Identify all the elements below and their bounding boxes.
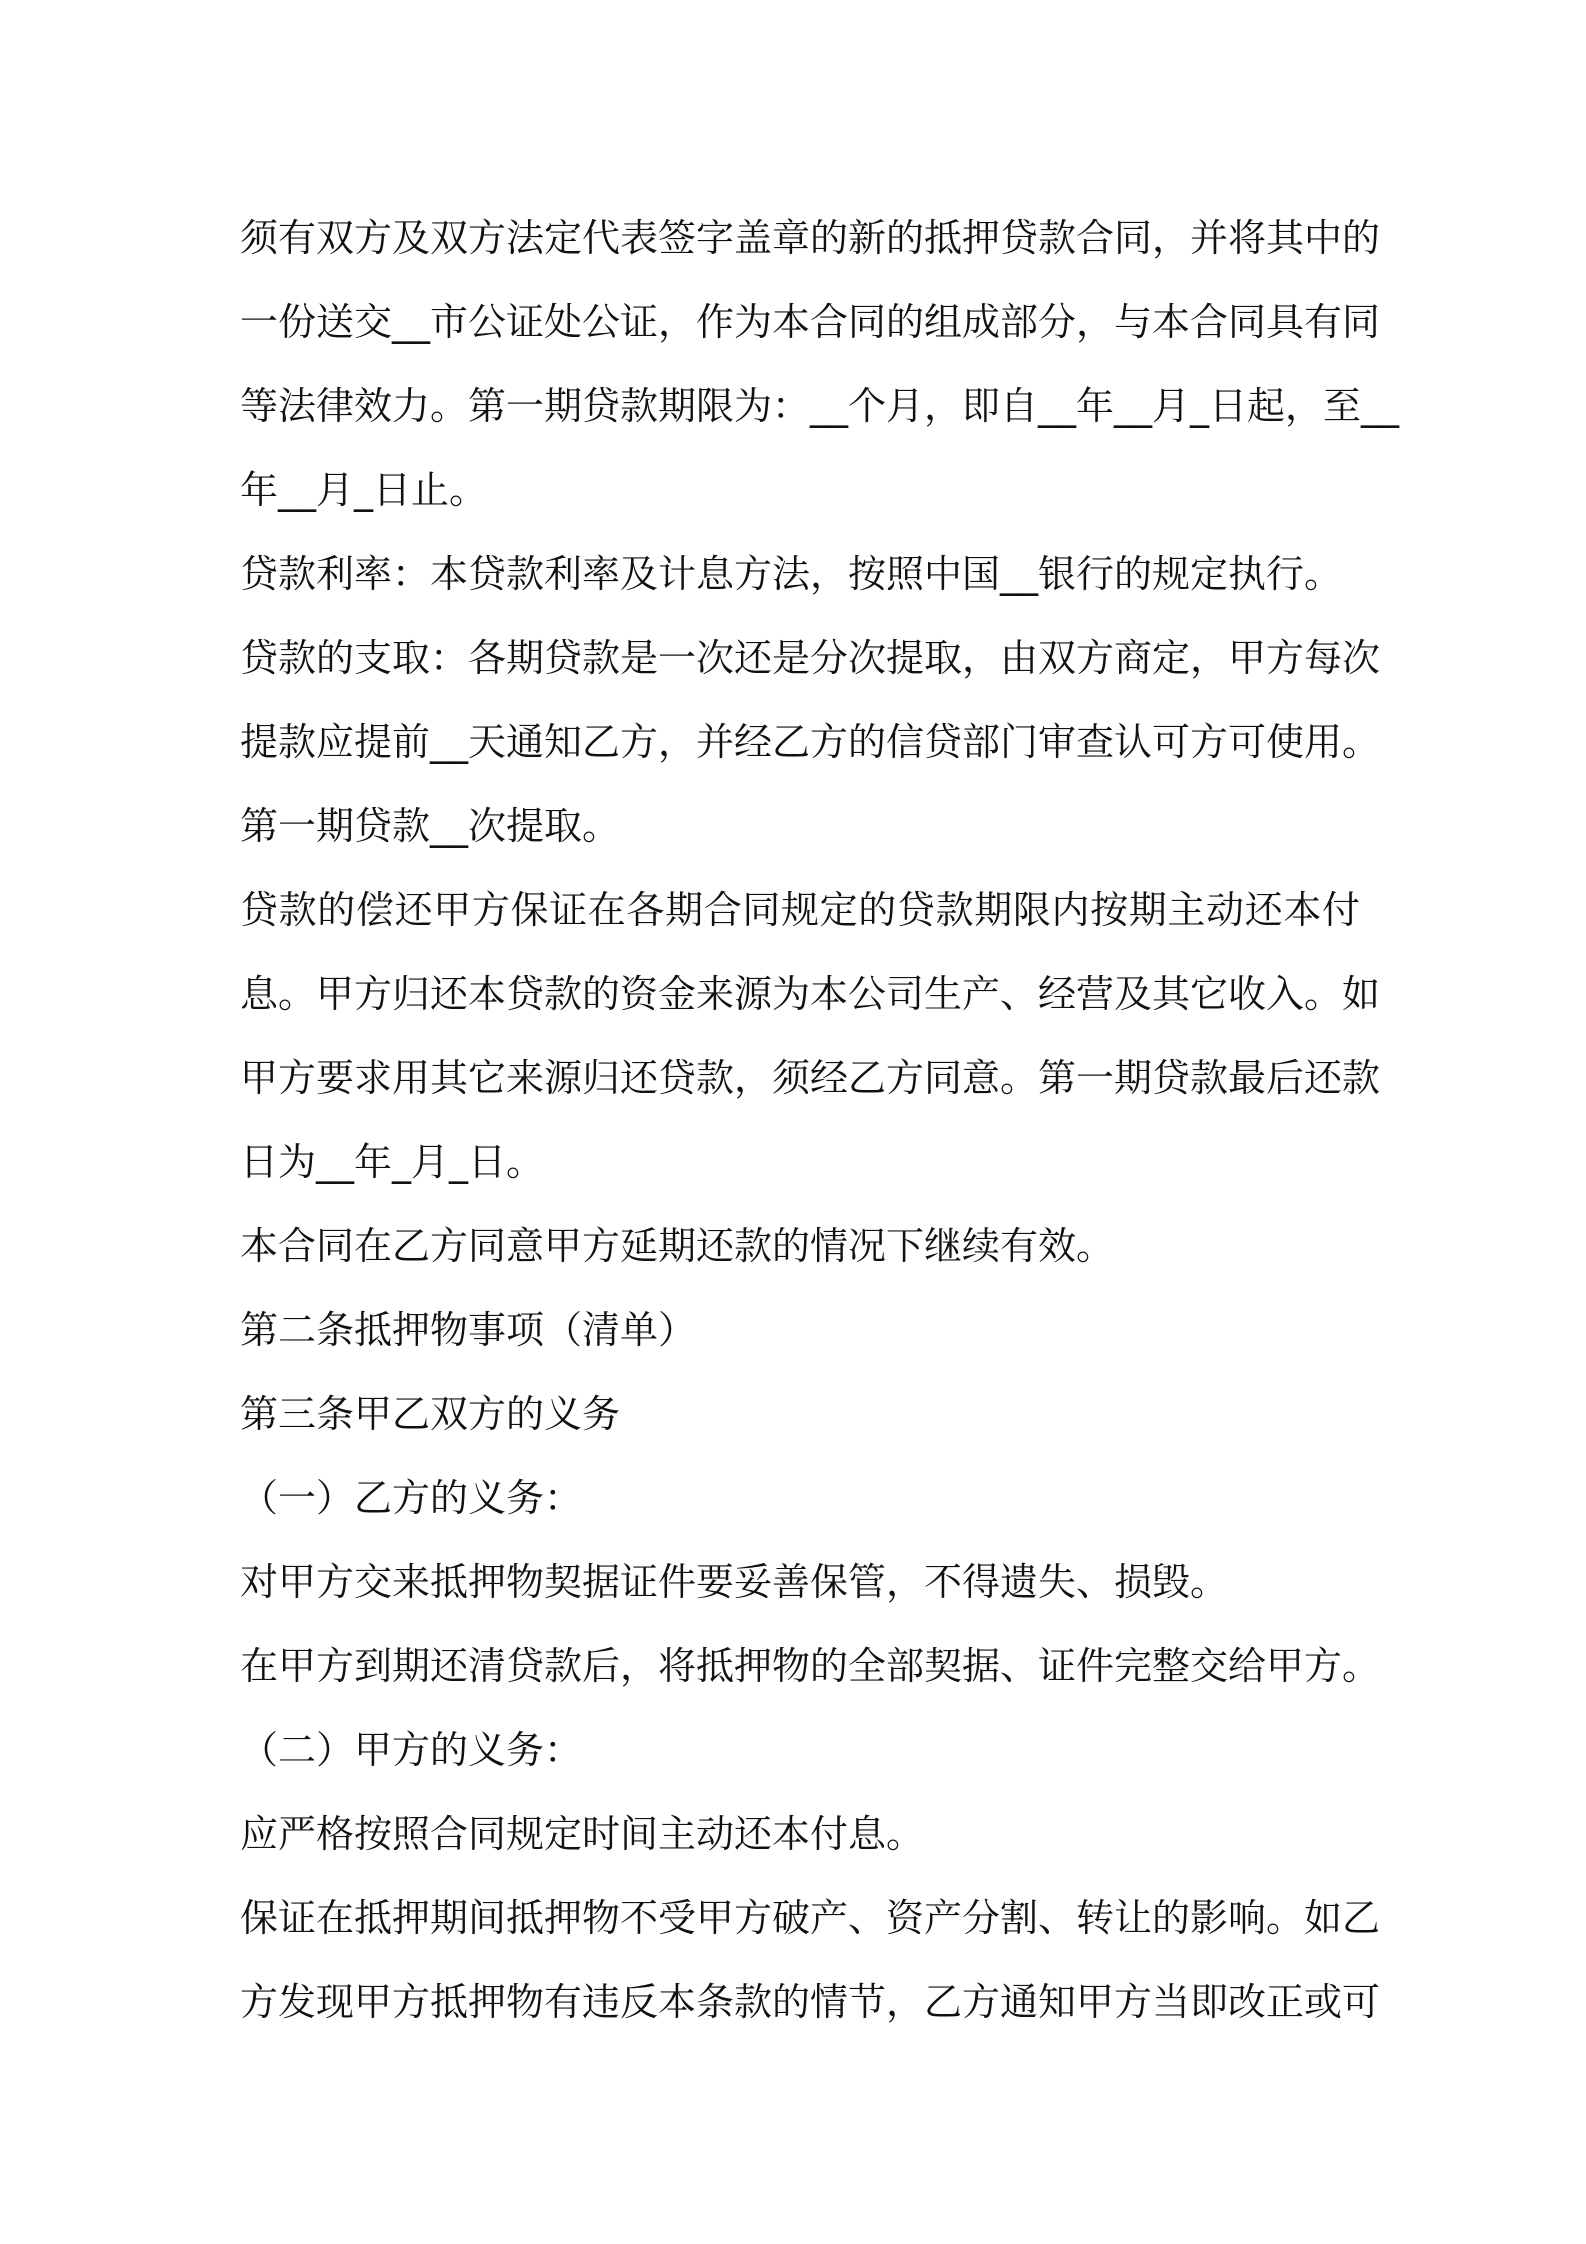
subsection-heading: （二）甲方的义务： [240,1728,583,1772]
text-line: 第一期贷款__次提取。 [240,804,621,848]
text-line: 等法律效力。第一期贷款期限为：__个月，即自__年__月_日起，至__ [240,384,1400,428]
text-line: 本合同在乙方同意甲方延期还款的情况下继续有效。 [240,1224,1115,1268]
text-line: 贷款的偿还甲方保证在各期合同规定的贷款期限内按期主动还本付 [240,888,1360,932]
text-line: 贷款利率：本贷款利率及计息方法，按照中国__银行的规定执行。 [240,552,1343,596]
text-line: 甲方要求用其它来源归还贷款，须经乙方同意。第一期贷款最后还款 [240,1056,1381,1100]
text-line: 须有双方及双方法定代表签字盖章的新的抵押贷款合同，并将其中的 [240,216,1381,260]
text-line: 在甲方到期还清贷款后，将抵押物的全部契据、证件完整交给甲方。 [240,1644,1381,1688]
section-heading: 第三条甲乙双方的义务 [240,1392,621,1436]
text-line: 息。甲方归还本贷款的资金来源为本公司生产、经营及其它收入。如 [240,972,1381,1016]
text-line: 贷款的支取：各期贷款是一次还是分次提取，由双方商定，甲方每次 [240,636,1381,680]
text-line: 年__月_日止。 [240,468,488,512]
section-heading: 第二条抵押物事项（清单） [240,1308,697,1352]
text-line: 应严格按照合同规定时间主动还本付息。 [240,1812,925,1856]
text-line: 方发现甲方抵押物有违反本条款的情节，乙方通知甲方当即改正或可 [240,1980,1381,2024]
text-line: 一份送交__市公证处公证，作为本合同的组成部分，与本合同具有同 [240,300,1381,344]
subsection-heading: （一）乙方的义务： [240,1476,583,1520]
text-line: 对甲方交来抵押物契据证件要妥善保管，不得遗失、损毁。 [240,1560,1229,1604]
text-line: 日为__年_月_日。 [240,1140,545,1184]
document-body [240,196,1400,2044]
text-line: 提款应提前__天通知乙方，并经乙方的信贷部门审查认可方可使用。 [240,720,1381,764]
text-line: 保证在抵押期间抵押物不受甲方破产、资产分割、转让的影响。如乙 [240,1896,1381,1940]
